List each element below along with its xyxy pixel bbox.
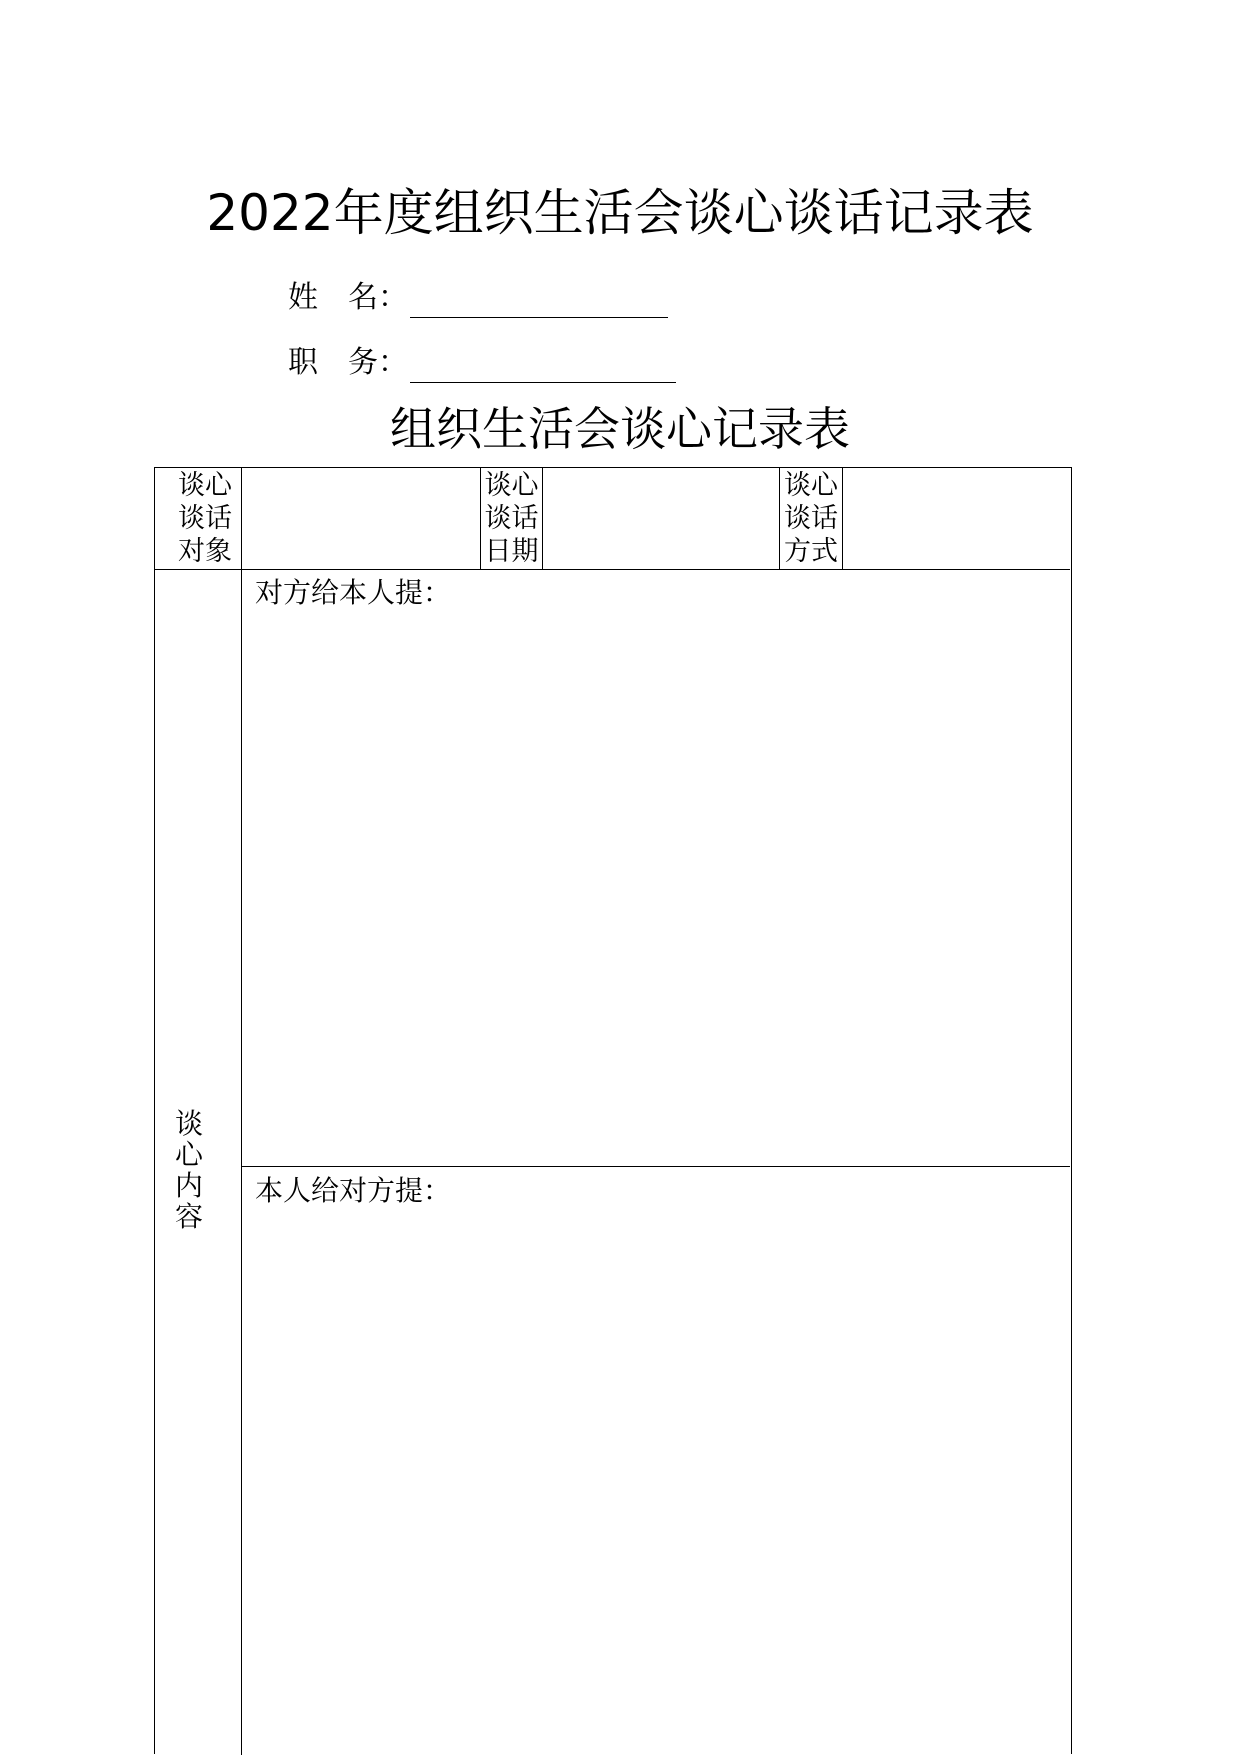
name-label: 姓 名： (288, 280, 408, 315)
target-value-cell[interactable] (243, 469, 479, 569)
page-title: 2022年度组织生活会谈心谈话记录表 (206, 184, 1034, 242)
talk-content-label: 谈 心 内 容 (174, 1107, 203, 1233)
header-divider-4 (842, 468, 843, 569)
header-bottom-border (155, 569, 1070, 570)
header-divider-2 (542, 468, 543, 569)
content-section-divider (241, 1166, 1070, 1167)
target-label-cell: 谈心 谈话 对象 (178, 470, 232, 567)
other-to-self-label: 对方给本人提： (255, 576, 452, 609)
talk-record-table (154, 467, 1072, 1754)
method-value-cell[interactable] (844, 469, 1070, 569)
date-value-cell[interactable] (544, 469, 778, 569)
position-input-line[interactable] (410, 342, 676, 383)
method-label-cell: 谈心 谈话 方式 (784, 470, 838, 567)
name-input-line[interactable] (410, 277, 668, 318)
left-column-divider (241, 468, 242, 1755)
position-label: 职 务： (288, 345, 408, 380)
self-to-other-content-area[interactable] (243, 1212, 1070, 1755)
position-field-row (288, 337, 676, 383)
name-field-row (288, 272, 668, 318)
other-to-self-content-area[interactable] (243, 614, 1070, 1164)
self-to-other-label: 本人给对方提： (255, 1174, 452, 1207)
table-title: 组织生活会谈心记录表 (390, 402, 850, 456)
date-label-cell: 谈心 谈话 日期 (484, 470, 539, 567)
